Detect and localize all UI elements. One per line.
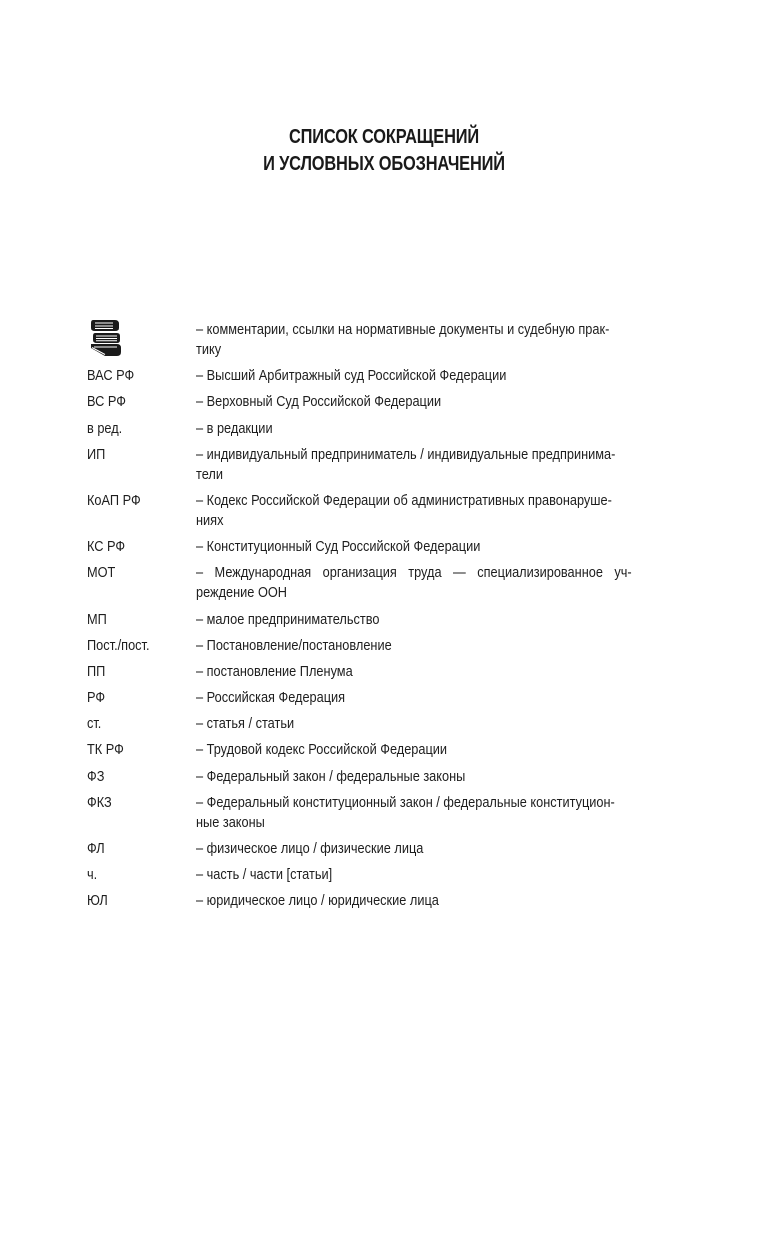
definition-line: – Верховный Суд Российской Федерации (196, 394, 442, 411)
abbreviation-row (87, 662, 681, 682)
abbreviation-definition (196, 392, 681, 412)
abbreviation-term: ФЗ (87, 768, 105, 785)
abbreviation-definition (196, 610, 681, 630)
abbreviation-definition (196, 740, 681, 760)
abbreviation-definition (196, 491, 681, 531)
books-stack-icon (87, 318, 123, 358)
definition-line: – статья / статьи (196, 716, 295, 733)
abbreviation-definition (196, 419, 681, 439)
definition-line: – индивидуальный предприниматель / индивидуальные предпринима- (196, 446, 616, 463)
definition-line: – физическое лицо / физические лица (196, 841, 424, 857)
page-title-line-2: И УСЛОВНЫХ ОБОЗНАЧЕНИЙ (263, 153, 505, 175)
abbreviation-term: ст. (87, 716, 102, 733)
abbreviation-row (87, 767, 681, 787)
abbreviation-row (87, 688, 681, 708)
abbreviation-term: ФЛ (87, 841, 105, 857)
definition-line: – Конституционный Суд Российской Федерации (196, 539, 481, 556)
definition-line: – Высший Арбитражный суд Российской Федерации (196, 368, 507, 385)
abbreviation-term: ТК РФ (87, 742, 124, 759)
abbreviation-row (87, 610, 681, 630)
abbreviation-term: в ред. (87, 420, 123, 437)
abbreviation-term: ВАС РФ (87, 368, 135, 385)
abbreviation-term: РФ (87, 690, 106, 707)
abbreviation-row (87, 793, 681, 833)
abbreviation-definition (196, 563, 691, 603)
page-title-line-1: СПИСОК СОКРАЩЕНИЙ (288, 126, 480, 148)
abbreviation-definition (196, 865, 681, 885)
page-title (69, 124, 699, 178)
abbreviation-term: ч. (87, 867, 98, 884)
definition-line: – Кодекс Российской Федерации об административных правонаруше- (196, 492, 612, 509)
abbreviation-definition (196, 366, 681, 386)
abbreviation-row (87, 839, 681, 859)
abbreviation-list (87, 320, 681, 918)
abbreviation-definition (196, 767, 681, 787)
abbreviation-definition (196, 793, 681, 833)
abbreviation-row (87, 537, 681, 557)
abbreviation-definition (196, 320, 681, 360)
abbreviation-term: Пост./пост. (87, 637, 150, 654)
abbreviation-term: ФКЗ (87, 794, 112, 811)
abbreviation-definition (196, 662, 681, 682)
abbreviation-row (87, 740, 681, 760)
abbreviation-row (87, 636, 681, 656)
abbreviation-row (87, 445, 681, 485)
abbreviation-term: КоАП РФ (87, 492, 141, 509)
abbreviation-definition (196, 839, 681, 859)
definition-line: – Российская Федерация (196, 690, 346, 707)
abbreviation-row (87, 366, 681, 386)
abbreviation-term (87, 320, 196, 358)
definition-line: – Федеральный закон / федеральные законы (196, 768, 466, 785)
abbreviation-row (87, 392, 681, 412)
definition-line: – юридическое лицо / юридические лица (196, 893, 439, 910)
definition-line: – комментарии, ссылки на нормативные документы и судебную прак- (196, 322, 610, 338)
abbreviation-term: ПП (87, 663, 106, 680)
definition-line: ные законы (196, 814, 265, 831)
abbreviation-definition (196, 688, 681, 708)
definition-line: – Федеральный конституционный закон / федеральные конституцион- (196, 794, 615, 811)
abbreviation-term: МП (87, 611, 107, 628)
abbreviation-term: МОТ (87, 565, 116, 582)
abbreviation-row (87, 419, 681, 439)
abbreviation-term: ВС РФ (87, 394, 126, 411)
definition-line: тику (196, 342, 222, 358)
abbreviation-definition (196, 891, 681, 911)
abbreviation-row (87, 714, 681, 734)
abbreviation-term: КС РФ (87, 539, 126, 556)
abbreviation-row (87, 563, 681, 603)
abbreviation-definition (196, 537, 681, 557)
definition-line: – Трудовой кодекс Российской Федерации (196, 742, 448, 759)
abbreviation-row-icon (87, 320, 681, 360)
abbreviation-term: ИП (87, 446, 106, 463)
abbreviation-row (87, 891, 681, 911)
definition-line: – в редакции (196, 420, 273, 437)
abbreviation-row (87, 865, 681, 885)
definition-line: реждение ООН (196, 585, 288, 602)
definition-line: – часть / части [статьи] (196, 867, 333, 884)
abbreviation-row (87, 491, 681, 531)
abbreviation-definition (196, 636, 681, 656)
definition-line: тели (196, 466, 223, 483)
definition-line: – постановление Пленума (196, 663, 353, 680)
definition-line: – Постановление/постановление (196, 637, 392, 654)
definition-line: – Международная организация труда — специализированное уч- (196, 565, 632, 582)
abbreviation-definition (196, 714, 681, 734)
abbreviation-term: ЮЛ (87, 893, 108, 910)
definition-line: – малое предпринимательство (196, 611, 380, 628)
definition-line: ниях (196, 512, 224, 529)
abbreviation-definition (196, 445, 681, 485)
